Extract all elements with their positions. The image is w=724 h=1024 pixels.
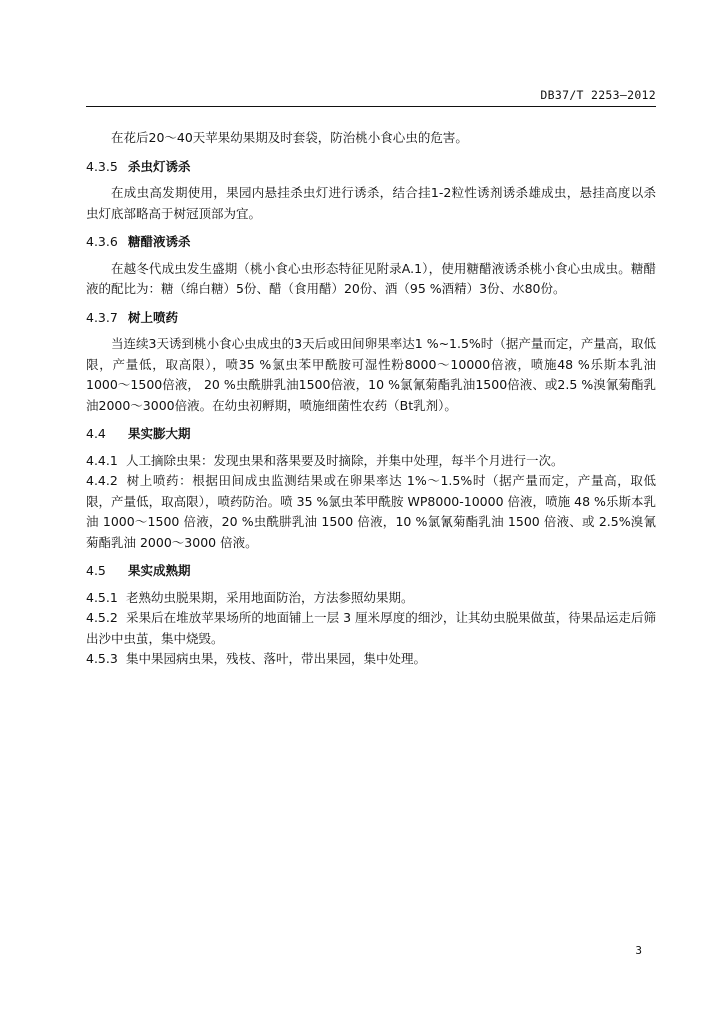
section-heading-4-4	[86, 424, 656, 445]
section-number: 4.3.7	[86, 309, 118, 325]
standard-code: DB37/T 2253—2012	[540, 88, 656, 102]
item-text: 老熟幼虫脱果期，采用地面防治，方法参照幼果期。	[126, 589, 414, 605]
section-number: 4.3.5	[86, 158, 118, 174]
list-item-4-5-1	[86, 588, 656, 609]
paragraph-insect-lamp: 在成虫高发期使用，果园内悬挂杀虫灯进行诱杀，结合挂1-2粒性诱剂诱杀雄成虫，悬挂高度以杀虫灯底部略高于树冠顶部为宜。	[86, 185, 656, 221]
section-number: 4.3.6	[86, 234, 118, 249]
paragraph-bagging: 在花后20～40天苹果幼果期及时套袋，防治桃小食心虫的危害。	[111, 130, 468, 145]
section-heading-4-5	[86, 561, 656, 582]
section-number: 4.5	[86, 563, 106, 578]
section-heading-4-3-6	[86, 232, 656, 253]
list-item-4-4-1	[86, 451, 656, 472]
section-number: 4.4	[86, 426, 106, 441]
list-item-4-5-2	[86, 608, 656, 649]
item-number: 4.5.1	[86, 589, 118, 605]
item-number: 4.4.2	[86, 473, 118, 488]
document-body	[86, 128, 656, 670]
item-text: 人工摘除虫果：发现虫果和落果要及时摘除，并集中处理，每半个月进行一次。	[126, 452, 564, 468]
item-number: 4.5.2	[86, 610, 118, 625]
item-number: 4.5.3	[86, 651, 118, 666]
list-item-4-4-2	[86, 471, 656, 553]
section-title: 杀虫灯诱杀	[128, 158, 191, 174]
list-item-4-5-3	[86, 649, 656, 670]
page-number: 3	[635, 944, 642, 957]
item-text: 采果后在堆放苹果场所的地面铺上一层 3 厘米厚度的细沙，让其幼虫脱果做茧，待果品运走后筛出沙中虫茧，集中烧毁。	[86, 610, 656, 646]
paragraph-tree-spraying: 当连续3天诱到桃小食心虫成虫的3天后或田间卵果率达1 %~1.5%时（据产量而定，产量高，取低限，产量低，取高限），喷35 %氯虫苯甲酰胺可湿性粉8000～10000倍液，喷施48 %乐斯本乳油1000～1500倍液， 20 %虫酰肼乳油1500倍液，10 %氯氰菊酯乳油1500倍液、或2.5 %溴氰菊酯乳油2000～3000倍液。在幼虫初孵期，喷施细菌性农药（Bt乳剂）。	[86, 336, 656, 413]
item-number: 4.4.1	[86, 452, 118, 468]
section-title: 糖醋液诱杀	[128, 234, 191, 249]
item-text: 树上喷药：根据田间成虫监测结果或在卵果率达 1%～1.5%时（据产量而定，产量高，取低限，产量低，取高限），喷药防治。喷 35 %氯虫苯甲酰胺 WP8000-10000 倍液，喷施 48 %乐斯本乳油 1000～1500 倍液，20 %虫酰肼乳油 1500 倍液，10 %氯氰菊酯乳油 1500 倍液、或 2.5%溴氰菊酯乳油 2000～3000 倍液。	[86, 473, 656, 550]
paragraph-sugar-vinegar: 在越冬代成虫发生盛期（桃小食心虫形态特征见附录A.1），使用糖醋液诱杀桃小食心虫成虫。糖醋液的配比为：糖（绵白糖）5份、醋（食用醋）20份、酒（95 %酒精）3份、水80份。	[86, 260, 656, 296]
section-title: 果实成熟期	[128, 563, 191, 578]
header-divider	[86, 106, 656, 107]
section-heading-4-3-5	[86, 157, 656, 178]
section-heading-4-3-7	[86, 308, 656, 329]
item-text: 集中果园病虫果，残枝、落叶，带出果园，集中处理。	[126, 651, 427, 666]
section-title: 树上喷药	[128, 309, 179, 325]
section-title: 果实膨大期	[128, 426, 191, 441]
